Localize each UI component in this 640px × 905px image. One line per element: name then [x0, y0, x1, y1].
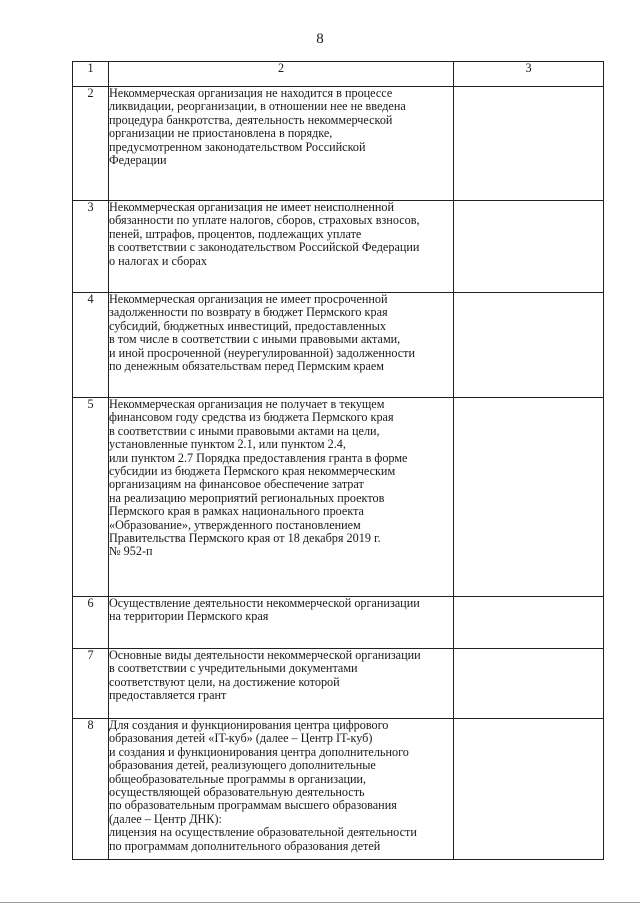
- requirement-text-line: субсидии из бюджета Пермского края некоммерческим: [109, 464, 396, 479]
- requirement-text-line: Некоммерческая организация не получает в текущем: [109, 397, 385, 411]
- requirement-text-line: или пунктом 2.7 Порядка предоставления гранта в форме: [109, 450, 408, 465]
- requirement-text-line: пеней, штрафов, процентов, подлежащих уплате: [109, 226, 362, 241]
- requirement-text: [109, 398, 454, 597]
- requirement-text-line: процедура банкротства, деятельность некоммерческой: [109, 112, 393, 127]
- requirement-text-line: Правительства Пермского края от 18 декабря 2019 г.: [109, 531, 381, 546]
- requirement-text-line: «Образование», утвержденного постановлением: [109, 517, 361, 532]
- requirement-text: [109, 719, 454, 860]
- requirement-text-line: в соответствии с иными правовыми актами на цели,: [109, 423, 380, 438]
- requirement-text-line: и создания и функционирования центра дополнительного: [109, 744, 409, 759]
- requirement-text-line: Для создания и функционирования центра цифрового: [109, 718, 389, 732]
- table-row: [73, 649, 604, 719]
- requirement-text: [109, 87, 454, 201]
- requirement-text-line: Федерации: [109, 153, 167, 168]
- requirement-text-line: (далее – Центр ДНК):: [109, 811, 222, 826]
- requirement-text-line: в том числе в соответствии с иными правовыми актами,: [109, 332, 401, 347]
- requirement-text: [109, 201, 454, 293]
- table-row: [73, 597, 604, 649]
- table-row: [73, 293, 604, 398]
- compliance-cell: [454, 719, 604, 860]
- row-number: 2: [73, 87, 109, 201]
- requirement-text-line: организациям на финансовое обеспечение затрат: [109, 477, 364, 492]
- column-header-1: 1: [73, 62, 109, 87]
- requirement-text-line: Основные виды деятельности некоммерческой организации: [109, 648, 421, 662]
- table-header-row: [73, 62, 604, 87]
- table-row: [73, 201, 604, 293]
- compliance-cell: [454, 398, 604, 597]
- requirement-text-line: в соответствии с учредительными документами: [109, 661, 358, 676]
- requirement-text: [109, 293, 454, 398]
- row-number: 3: [73, 201, 109, 293]
- requirement-text-line: лицензия на осуществление образовательной деятельности: [109, 825, 417, 840]
- requirement-text-line: Осуществление деятельности некоммерческой организации: [109, 596, 420, 610]
- requirement-text-line: задолженности по возврату в бюджет Пермского края: [109, 305, 388, 320]
- column-header-2: 2: [109, 62, 454, 87]
- requirements-table: [72, 61, 604, 860]
- row-number: 8: [73, 719, 109, 860]
- requirement-text-line: образования детей «IT-куб» (далее – Центр IT-куб): [109, 731, 373, 746]
- requirement-text-line: Пермского края в рамках национального проекта: [109, 504, 364, 519]
- requirement-text-line: по образовательным программам высшего образования: [109, 798, 397, 813]
- table-row: [73, 719, 604, 860]
- requirement-text-line: в соответствии с законодательством Российской Федерации: [109, 240, 420, 255]
- compliance-cell: [454, 597, 604, 649]
- requirement-text-line: осуществляющей образовательную деятельность: [109, 785, 365, 800]
- requirement-text-line: № 952-п: [109, 544, 153, 559]
- requirement-text-line: и иной просроченной (неурегулированной) задолженности: [109, 345, 416, 360]
- page-number: 8: [316, 31, 324, 47]
- requirement-text-line: на территории Пермского края: [109, 609, 269, 624]
- compliance-cell: [454, 293, 604, 398]
- compliance-cell: [454, 87, 604, 201]
- requirement-text-line: соответствуют цели, на достижение которой: [109, 674, 340, 689]
- requirement-text: [109, 597, 454, 649]
- table-row: [73, 398, 604, 597]
- requirement-text-line: финансовом году средства из бюджета Пермского края: [109, 410, 394, 425]
- requirement-text-line: общеобразовательные программы в организации,: [109, 771, 367, 786]
- row-number: 7: [73, 649, 109, 719]
- requirement-text-line: образования детей, реализующего дополнительные: [109, 758, 376, 773]
- requirement-text-line: Некоммерческая организация не находится в процессе: [109, 86, 393, 100]
- requirement-text-line: по денежным обязательствам перед Пермским краем: [109, 359, 384, 374]
- requirement-text-line: ликвидации, реорганизации, в отношении нее не введена: [109, 99, 406, 114]
- page-edge-line: [0, 902, 640, 903]
- requirement-text-line: Некоммерческая организация не имеет просроченной: [109, 292, 388, 306]
- requirement-text-line: по программам дополнительного образования детей: [109, 838, 381, 853]
- requirement-text-line: организации не приостановлена в порядке,: [109, 126, 333, 141]
- row-number: 5: [73, 398, 109, 597]
- requirement-text-line: установленные пунктом 2.1, или пунктом 2.4,: [109, 437, 346, 452]
- requirement-text-line: предоставляется грант: [109, 688, 227, 703]
- requirement-text-line: субсидий, бюджетных инвестиций, предоставленных: [109, 318, 386, 333]
- requirement-text: [109, 649, 454, 719]
- compliance-cell: [454, 649, 604, 719]
- requirement-text-line: Некоммерческая организация не имеет неисполненной: [109, 200, 395, 214]
- requirement-text-line: предусмотренном законодательством Российской: [109, 139, 366, 154]
- column-header-3: 3: [454, 62, 604, 87]
- requirement-text-line: на реализацию мероприятий региональных проектов: [109, 490, 385, 505]
- requirement-text-line: обязанности по уплате налогов, сборов, страховых взносов,: [109, 213, 420, 228]
- row-number: 6: [73, 597, 109, 649]
- compliance-cell: [454, 201, 604, 293]
- requirement-text-line: о налогах и сборах: [109, 253, 207, 268]
- table-row: [73, 87, 604, 201]
- row-number: 4: [73, 293, 109, 398]
